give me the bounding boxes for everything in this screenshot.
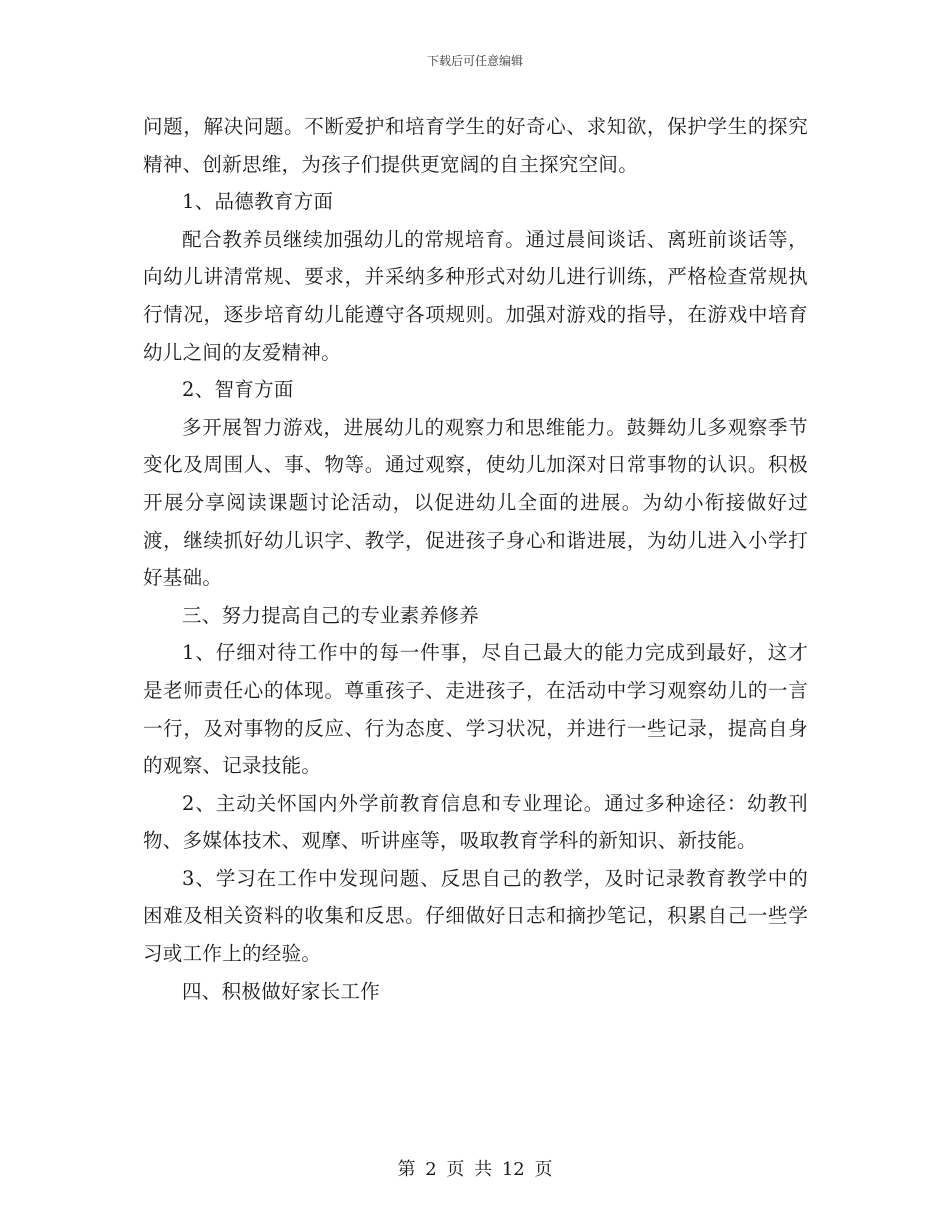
paragraph: 问题，解决问题。不断爱护和培育学生的好奇心、求知欲，保护学生的探究精神、创新思维，为孩子们提供更宽阔的自主探究空间。	[143, 115, 808, 176]
paragraph: 2、主动关怀国内外学前教育信息和专业理论。通过多种途径：幼教刊物、多媒体技术、观摩、听讲座等，吸取教育学科的新知识、新技能。	[143, 791, 808, 853]
page-footer: 第 2 页 共 12 页	[397, 1159, 553, 1180]
section-heading: 三、努力提高自己的专业素养修养	[182, 603, 480, 627]
section-heading: 四、积极做好家长工作	[182, 979, 381, 1003]
paragraph: 1、仔细对待工作中的每一件事，尽自己最大的能力完成到最好，这才是老师责任心的体现。尊重孩子、走进孩子，在活动中学习观察幼儿的一言一行，及对事物的反应、行为态度、学习状况，并进行一些记录，提高自身的观察、记录技能。	[143, 641, 808, 778]
document-body	[143, 108, 808, 1010]
paragraph: 3、学习在工作中发现问题、反思自己的教学，及时记录教育教学中的困难及相关资料的收集和反思。仔细做好日志和摘抄笔记，积累自己一些学习或工作上的经验。	[143, 866, 808, 966]
paragraph: 多开展智力游戏，进展幼儿的观察力和思维能力。鼓舞幼儿多观察季节变化及周围人、事、物等。通过观察，使幼儿加深对日常事物的认识。积极开展分享阅读课题讨论活动，以促进幼儿全面的进展。为幼小衔接做好过渡，继续抓好幼儿识字、教学，促进孩子身心和谐进展，为幼儿进入小学打好基础。	[143, 415, 808, 590]
paragraph: 配合教养员继续加强幼儿的常规培育。通过晨间谈话、离班前谈话等，向幼儿讲清常规、要求，并采纳多种形式对幼儿进行训练，严格检查常规执行情况，逐步培育幼儿能遵守各项规则。加强对游戏的指导，在游戏中培育幼儿之间的友爱精神。	[143, 227, 808, 364]
page-header: 下载后可任意编辑	[426, 54, 523, 68]
section-heading: 1、品德教育方面	[182, 190, 334, 214]
section-heading: 2、智育方面	[182, 378, 294, 402]
